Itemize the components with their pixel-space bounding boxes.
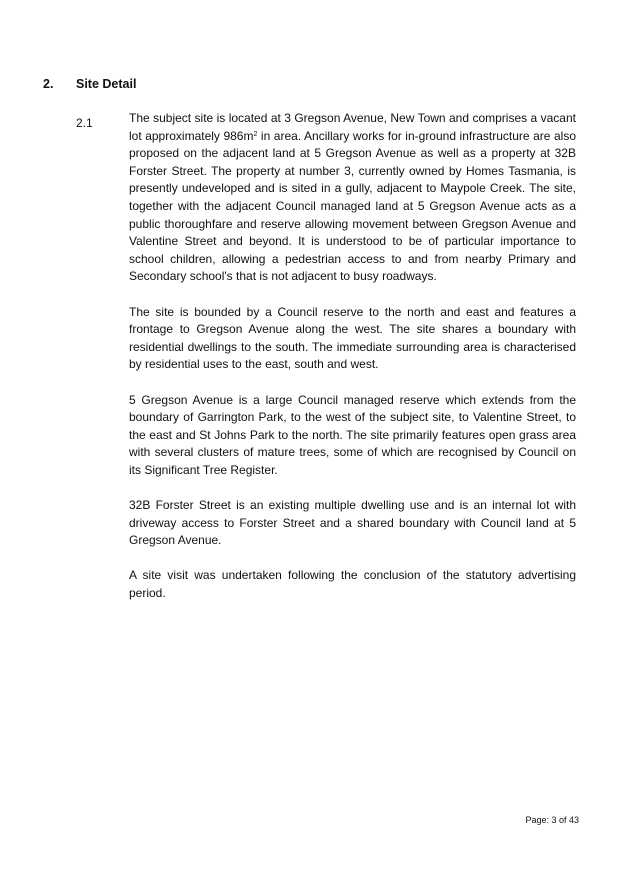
superscript: 2	[253, 130, 258, 138]
section-title: Site Detail	[76, 77, 137, 91]
clause-number: 2.1	[76, 116, 93, 130]
paragraph-text: in area. Ancillary works for in-ground infrastructure are also proposed on the adjacent land at 5 Gregson Avenue as well as a property at 32B Forster Street. The property at number 3, currently owned by Homes Tasmania, is presently undeveloped and is sited in a gully, adjacent to Maypole Creek. The site, together with the adjacent Council managed land at 5 Gregson Avenue acts as a public thoroughfare and reserve allowing movement between Gregson Avenue and Valentine Street and beyond. It is understood to be of particular importance to school children, allowing a pedestrian access to and from nearby Primary and Secondary school's that is not adjacent to busy roadways.	[129, 128, 576, 284]
paragraph-site-location	[129, 110, 576, 286]
paragraph-site-visit: A site visit was undertaken following the conclusion of the statutory advertising period.	[129, 568, 576, 601]
section-heading	[43, 77, 136, 91]
section-number: 2.	[43, 77, 54, 91]
clause-body	[129, 110, 576, 603]
paragraph-forster-street: 32B Forster Street is an existing multiple dwelling use and is an internal lot with driveway access to Forster Street and a shared boundary with Council land at 5 Gregson Avenue.	[129, 498, 576, 548]
page-number: Page: 3 of 43	[525, 815, 579, 825]
paragraph-site-boundaries: The site is bounded by a Council reserve to the north and east and features a frontage to Gregson Avenue along the west. The site shares a boundary with residential dwellings to the south. The immediate surrounding area is characterised by residential uses to the east, south and west.	[129, 304, 576, 372]
paragraph-gregson-reserve: 5 Gregson Avenue is a large Council managed reserve which extends from the boundary of Garrington Park, to the west of the subject site, to Valentine Street, to the east and St Johns Park to the north. The site primarily features open grass area with several clusters of mature trees, some of which are recognised by Council on its Significant Tree Register.	[129, 392, 576, 477]
paragraph-text: The subject site is located at 3 Gregson Avenue, New Town and comprises a vacant lot approximately 986m	[129, 111, 576, 143]
